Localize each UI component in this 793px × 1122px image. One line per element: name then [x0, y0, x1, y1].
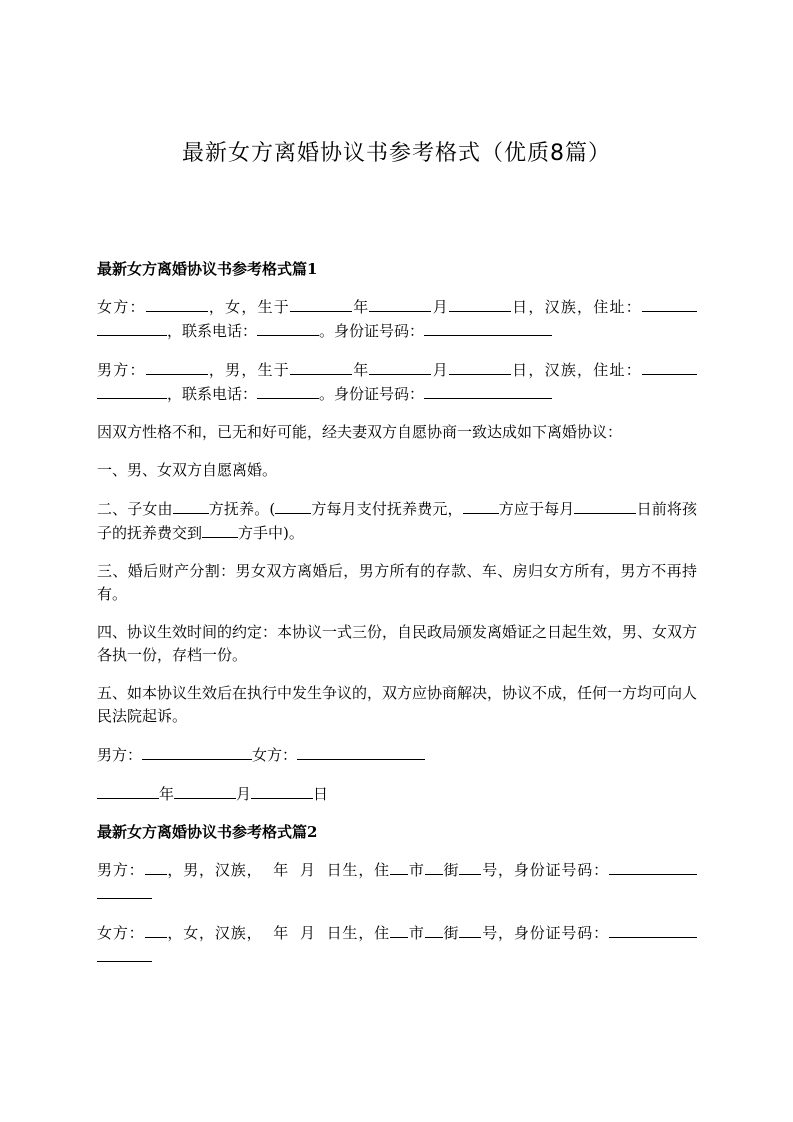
number-blank	[459, 921, 481, 938]
id-blank-2	[97, 945, 152, 962]
street-text: 街	[442, 861, 460, 879]
phone-text: ，联系电话：	[167, 322, 258, 340]
id-blank	[609, 858, 697, 875]
clause-5: 五、如本协议生效后在执行中发生争议的，双方应协商解决，协议不成，任何一方均可向人民法院起诉。	[97, 684, 698, 725]
clause-2-text-e: 日前将孩子的抚养费交到	[97, 500, 697, 542]
birth-year-blank	[290, 358, 352, 375]
city-text: 市	[408, 861, 425, 879]
birth-day-blank	[449, 295, 511, 312]
date-month-text: 月	[236, 785, 252, 803]
payer-blank-2	[463, 497, 499, 514]
document-title: 最新女方离婚协议书参考格式（优质8篇）	[182, 141, 611, 166]
phone-text: ，联系电话：	[167, 385, 258, 403]
street-blank	[425, 858, 443, 875]
birth-month-blank	[369, 295, 431, 312]
id-blank-2	[97, 882, 152, 899]
id-text: 号，身份证号码：	[481, 861, 609, 879]
male-sex-text: ，男，生于	[207, 361, 291, 379]
male-label: 男方：	[97, 361, 146, 379]
day-address-text: 日，汉族，住址：	[510, 298, 642, 316]
id-text: 。身份证号码：	[319, 385, 425, 403]
payer-blank	[275, 497, 311, 514]
section2-female-paragraph	[97, 921, 697, 969]
city-text: 市	[408, 924, 425, 942]
female-signature-label: 女方：	[252, 746, 298, 764]
clause-2-text-f: 方手中)。	[238, 524, 304, 542]
born-text: 日生，住	[325, 924, 390, 942]
clause-2	[97, 497, 697, 545]
year-text: 年	[272, 924, 290, 942]
street-blank	[425, 921, 443, 938]
birth-month-blank	[369, 358, 431, 375]
day-address-text: 日，汉族，住址：	[510, 361, 642, 379]
custody-blank	[173, 497, 209, 514]
female-info-text: ，女，汉族，	[166, 924, 263, 942]
birth-year-blank	[290, 295, 352, 312]
year-text: 年	[352, 361, 370, 379]
id-blank	[609, 921, 697, 938]
section2-male-paragraph	[97, 858, 697, 906]
male-signature-label: 男方：	[97, 746, 143, 764]
clause-2-text-d: 方应于每月	[498, 500, 575, 518]
number-blank	[459, 858, 481, 875]
date-line	[97, 782, 697, 806]
female-signature-blank	[297, 743, 425, 760]
month-text: 月	[299, 924, 316, 942]
female-info-paragraph	[97, 295, 697, 343]
phone-blank	[257, 319, 319, 336]
birth-day-blank	[449, 358, 511, 375]
pay-day-blank	[574, 497, 636, 514]
intro-paragraph: 因双方性格不和，已无和好可能，经夫妻双方自愿协商一致达成如下离婚协议：	[97, 423, 623, 441]
city-blank	[390, 921, 408, 938]
clause-2-text-a: 二、子女由	[97, 500, 173, 518]
date-day-text: 日	[313, 785, 329, 803]
street-text: 街	[442, 924, 460, 942]
male-signature-blank	[142, 743, 252, 760]
name-blank	[145, 921, 167, 938]
name-blank	[146, 358, 208, 375]
name-blank	[146, 295, 208, 312]
signature-line	[97, 743, 697, 767]
phone-blank	[257, 382, 319, 399]
address-blank	[642, 295, 697, 312]
address-blank	[642, 358, 697, 375]
male-label: 男方：	[97, 861, 145, 879]
clause-3: 三、婚后财产分割：男女双方离婚后，男方所有的存款、车、房归女方所有，男方不再持有。	[97, 562, 697, 603]
id-text: 。身份证号码：	[319, 322, 425, 340]
date-month-blank	[174, 782, 236, 799]
id-blank	[424, 319, 552, 336]
date-year-text: 年	[159, 785, 175, 803]
section1-heading: 最新女方离婚协议书参考格式篇1	[97, 260, 318, 278]
born-text: 日生，住	[325, 861, 390, 879]
clause-2-text-c: 方每月支付抚养费元，	[311, 500, 463, 518]
recipient-blank	[202, 521, 238, 538]
female-label: 女方：	[97, 298, 146, 316]
date-day-blank	[251, 782, 313, 799]
address-blank-2	[97, 382, 167, 399]
clause-2-text-b: 方抚养。(	[208, 500, 276, 518]
month-text: 月	[299, 861, 316, 879]
year-text: 年	[352, 298, 370, 316]
document-body	[97, 258, 697, 984]
date-year-blank	[97, 782, 159, 799]
male-info-text: ，男，汉族，	[166, 861, 263, 879]
clause-1: 一、男、女双方自愿离婚。	[97, 461, 278, 479]
clause-4: 四、协议生效时间的约定：本协议一式三份，自民政局颁发离婚证之日起生效，男、女双方各执一份，存档一份。	[97, 623, 698, 664]
female-sex-text: ，女，生于	[207, 298, 291, 316]
address-blank-2	[97, 319, 167, 336]
id-blank	[424, 382, 552, 399]
month-text: 月	[431, 361, 449, 379]
city-blank	[390, 858, 408, 875]
male-info-paragraph	[97, 358, 697, 406]
id-text: 号，身份证号码：	[481, 924, 609, 942]
female-label: 女方：	[97, 924, 145, 942]
section2-heading: 最新女方离婚协议书参考格式篇2	[97, 823, 318, 841]
month-text: 月	[431, 298, 449, 316]
year-text: 年	[272, 861, 290, 879]
name-blank	[145, 858, 167, 875]
